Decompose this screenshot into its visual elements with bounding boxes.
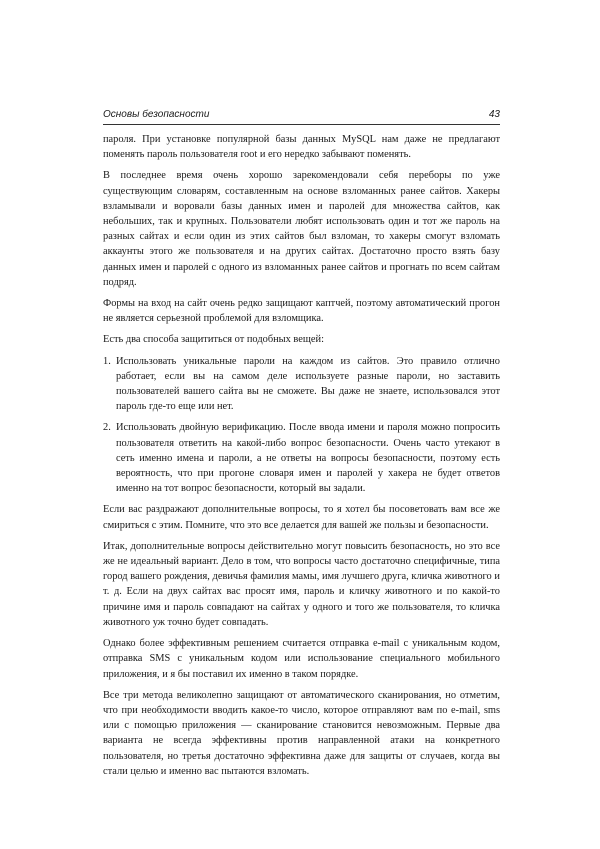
paragraph: Если вас раздражают дополнительные вопросы, то я хотел бы посоветовать вам все же смириться с этим. Помните, что это все делается для вашей же пользы и безопасности. (103, 504, 500, 531)
book-page (103, 108, 500, 785)
running-header (103, 108, 500, 125)
list-item-number: 2. (103, 422, 111, 434)
list-item (103, 354, 500, 415)
paragraph: В последнее время очень хорошо зарекомендовали себя переборы по уже существующим словарям, составленным на основе взломанных ранее сайтов. Хакеры взламывали и воровали базы данных имен и паролей для множества сайтов, как небольших, так и крупных. Пользователи любят использовать один и тот же пароль на разных сайтах и если один из этих сайтов был взломан, то хакеры смогут взломать аккаунты этого же пользователя и на других сайтах. Достаточно просто взять базу данных имен и паролей с одного из взломанных ранее сайтов и прогнать по всем сайтам подряд. (103, 170, 500, 288)
paragraph: Формы на вход на сайт очень редко защищают каптчей, поэтому автоматический прогон не является серьезной проблемой для взломщика. (103, 298, 500, 325)
list-item-text: Использовать двойную верификацию. После ввода имени и пароля можно попросить пользователя ответить на какой-либо вопрос безопасности. Очень часто утекают в сеть именно имена и пароли, а не ответы на вопросы безопасности, поэтому есть вероятность, что при прогоне словаря имен и паролей у хакера не будет ответов именно на тот вопрос безопасности, который вы задали. (116, 422, 500, 495)
section-title: Основы безопасности (103, 109, 210, 120)
paragraph: Есть два способа защититься от подобных вещей: (103, 334, 324, 346)
body-text (103, 132, 500, 779)
paragraph: пароля. При установке популярной базы данных MySQL нам даже не предлагают поменять пароль пользователя root и его нередко забывают поменять. (103, 134, 500, 161)
list-item-text: Использовать уникальные пароли на каждом из сайтов. Это правило отлично работает, если вы на самом деле используете разные пароли, но заставить пользователей вашего сайта вы не сможете. Вы даже не знаете, использовался этот пароль где-то еще или нет. (116, 355, 500, 413)
paragraph: Итак, дополнительные вопросы действительно могут повысить безопасность, но это все же не идеальный вариант. Дело в том, что вопросы часто достаточно специфичные, типа город вашего рождения, девичья фамилия мамы, имя лучшего друга, кличка животного и т. д. Если на двух сайтах вас просят имя, пароль и кличку животного и по какой-то причине имя и пароль совпадают на сайтах у одного и того же пользователя, то кличка животного уж точно будет совпадать. (103, 540, 500, 628)
page-number: 43 (488, 109, 500, 120)
list-item-number: 1. (103, 355, 111, 367)
paragraph: Все три метода великолепно защищают от автоматического сканирования, но отметим, что при необходимости вводить какое-то число, которое отправляют вам по e-mail, sms или с помощью приложения — сканирование становится невозможным. Первые два варианта не всегда эффективны против направленной атаки на конкретного пользователя, но третья достаточно эффективна даже для защиты от случаев, когда вы стали целью и именно вас пытаются взломать. (103, 689, 500, 777)
paragraph: Однако более эффективным решением считается отправка e-mail с уникальным кодом, отправка SMS с уникальным кодом или использование специального мобильного приложения, и я бы поставил их именно в таком порядке. (103, 638, 500, 680)
numbered-list (103, 354, 500, 497)
list-item (103, 420, 500, 496)
